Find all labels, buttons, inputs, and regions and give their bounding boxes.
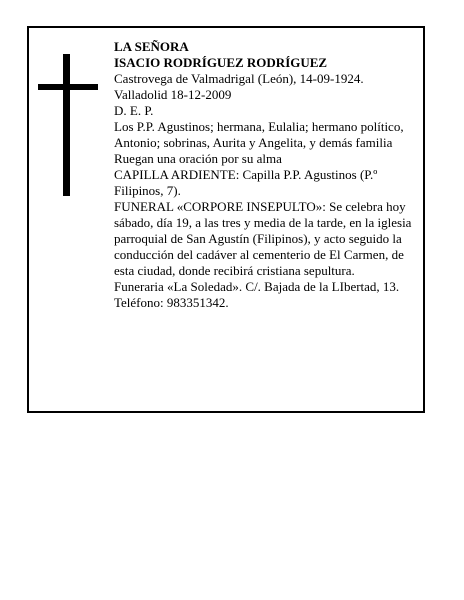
notice-title: LA SEÑORA — [114, 39, 189, 54]
funeral-home-info: Funeraria «La Soledad». C/. Bajada de la LIbertad, 13. Teléfono: 983351342. — [114, 279, 400, 310]
cross-vertical-bar — [63, 54, 70, 196]
cross-icon — [38, 54, 98, 196]
chapel-info: CAPILLA ARDIENTE: Capilla P.P. Agustinos (P.º Filipinos, 7). — [114, 167, 378, 198]
notice-text — [114, 39, 424, 311]
cross-horizontal-bar — [38, 84, 98, 90]
birth-place-date: Castrovega de Valmadrigal (León), 14-09-1924. — [114, 71, 364, 86]
funeral-info: FUNERAL «CORPORE INSEPULTO»: Se celebra hoy sábado, día 19, a las tres y media de la tarde, en la iglesia parroquial de San Agustín (Filipinos), y acto seguido la conducción del cadáver al cementerio de El Carmen, de esta ciudad, donde recibirá cristiana sepultura. — [114, 199, 412, 278]
rip-line: D. E. P. — [114, 103, 154, 118]
death-place-date: Valladolid 18-12-2009 — [114, 87, 232, 102]
deceased-name: ISACIO RODRÍGUEZ RODRÍGUEZ — [114, 55, 328, 70]
prayer-request: Ruegan una oración por su alma — [114, 151, 282, 166]
family-list: Los P.P. Agustinos; hermana, Eulalia; hermano político, Antonio; sobrinas, Aurita y Angelita, y demás familia — [114, 119, 404, 150]
